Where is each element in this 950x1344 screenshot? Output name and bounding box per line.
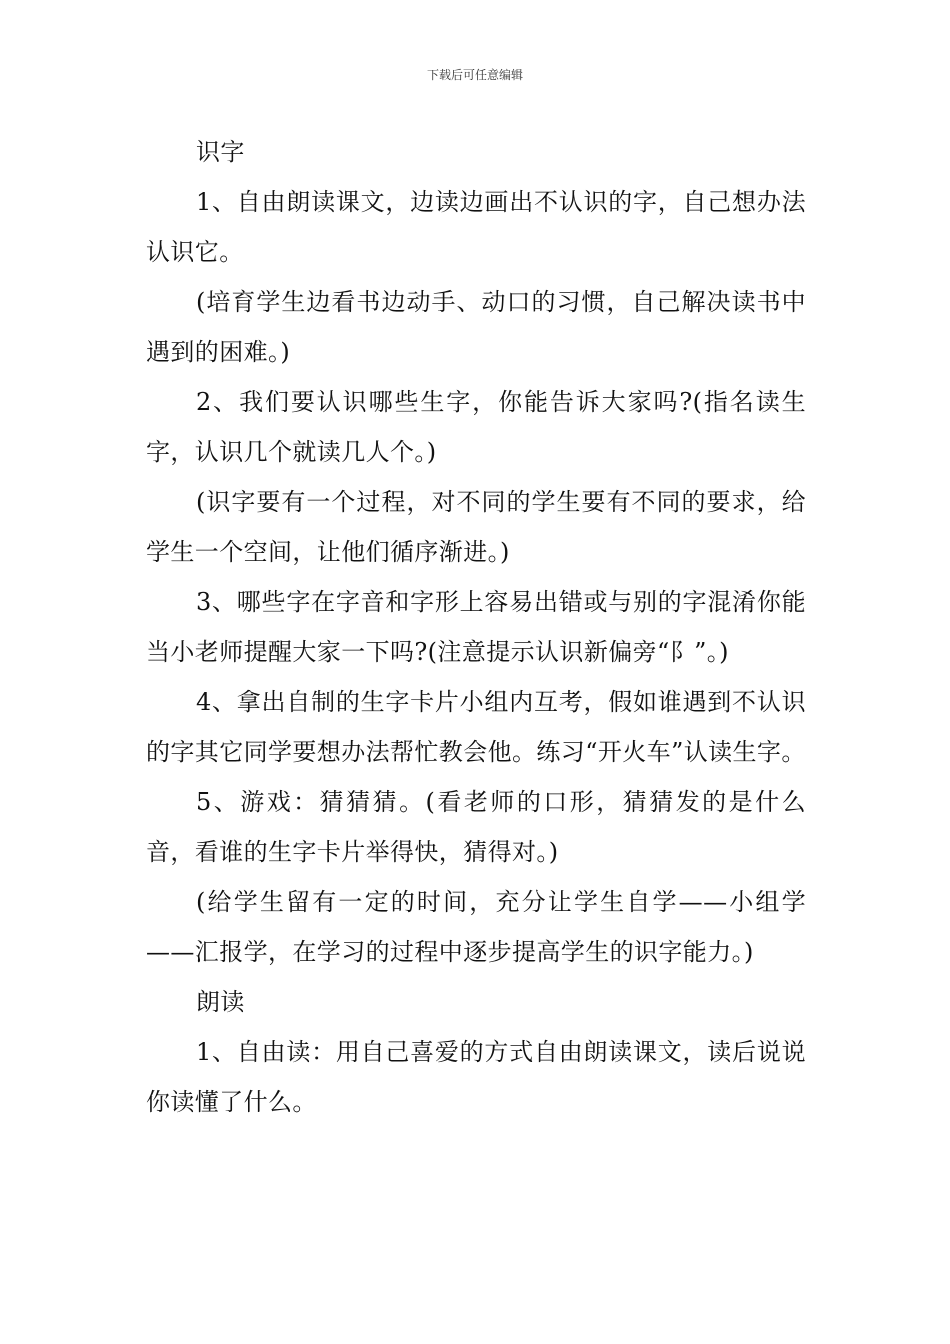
paragraph: (给学生留有一定的时间，充分让学生自学——小组学——汇报学，在学习的过程中逐步提高学生的识字能力。) xyxy=(146,888,806,966)
paragraph: 1、自由朗读课文，边读边画出不认识的字，自己想办法认识它。 xyxy=(146,188,806,266)
paragraph: 5、游戏：猜猜猜。(看老师的口形，猜猜发的是什么音，看谁的生字卡片举得快，猜得对。) xyxy=(146,788,806,866)
page-header: 下载后可任意编辑 xyxy=(426,68,523,82)
paragraph: (培育学生边看书边动手、动口的习惯，自己解决读书中遇到的困难。) xyxy=(146,288,806,366)
paragraph: 4、拿出自制的生字卡片小组内互考，假如谁遇到不认识的字其它同学要想办法帮忙教会他。练习“开火车”认读生字。 xyxy=(146,688,806,766)
paragraph: 1、自由读：用自己喜爱的方式自由朗读课文，读后说说你读懂了什么。 xyxy=(146,1038,806,1116)
paragraph: 2、我们要认识哪些生字，你能告诉大家吗?(指名读生字，认识几个就读几人个。) xyxy=(146,388,806,466)
section-heading-langdu: 朗读 xyxy=(196,988,245,1016)
section-heading-shizi: 识字 xyxy=(196,138,245,166)
document-body xyxy=(146,127,806,1127)
paragraph: 3、哪些字在字音和字形上容易出错或与别的字混淆你能当小老师提醒大家一下吗?(注意提示认识新偏旁“阝”。) xyxy=(146,588,806,666)
paragraph: (识字要有一个过程，对不同的学生要有不同的要求，给学生一个空间，让他们循序渐进。) xyxy=(146,488,806,566)
